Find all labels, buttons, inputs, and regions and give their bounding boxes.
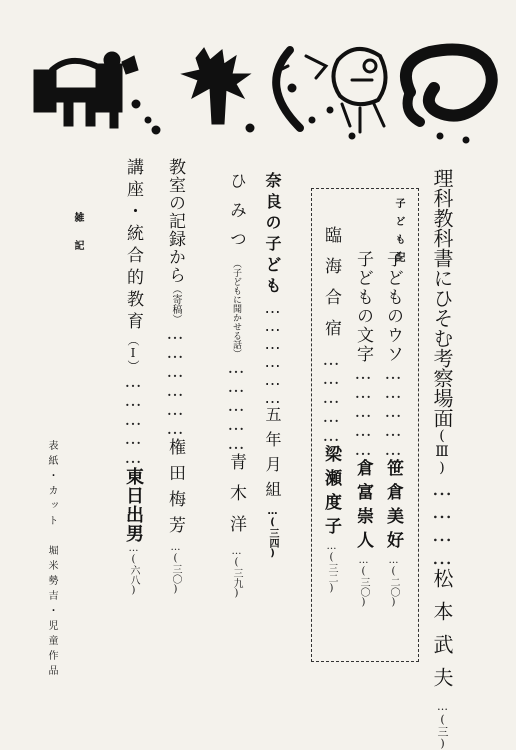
article-6-page: …(三九)	[231, 546, 242, 599]
article-2-author: 笹倉美好	[383, 459, 403, 555]
article-2-leader: ……………	[383, 364, 403, 459]
article-5-page: …(三四)	[267, 506, 278, 559]
article-7	[166, 158, 183, 595]
article-3-page: …(三〇)	[358, 555, 369, 608]
article-4-title: 臨海合宿	[321, 226, 341, 350]
article-1-leader: …………	[430, 476, 454, 568]
article-4-author: 梁瀬度子	[321, 445, 341, 541]
article-8-page: …(六八)	[128, 543, 139, 596]
article-5-title: 奈良の子ども	[263, 172, 282, 298]
article-8-leader: ……………	[123, 372, 143, 467]
misc-label: 雑記	[72, 212, 83, 268]
article-8-author: 東日出男	[123, 467, 144, 543]
article-4-leader: ……………	[321, 350, 341, 445]
article-8-subtitle: （Ⅰ）	[126, 334, 140, 372]
article-3-author: 倉富崇人	[353, 459, 373, 555]
article-1	[432, 168, 452, 750]
article-6-author: 青木洋	[226, 453, 246, 546]
article-6-subtitle: （子どもに聞かせる話）	[231, 259, 241, 358]
article-2-title: 子どものウソ	[383, 250, 403, 364]
article-7-leader: ………………	[165, 324, 185, 438]
article-8	[124, 158, 142, 596]
article-1-author: 松本武夫	[430, 568, 454, 700]
article-1-subtitle: (Ⅲ)	[434, 428, 450, 476]
article-5	[264, 172, 280, 559]
article-5-author: 五年月組	[263, 406, 282, 506]
article-3-title: 子どもの文字	[353, 250, 373, 364]
article-1-title: 理科教科書にひそむ考察場面	[430, 168, 454, 428]
section-label: 子ども記	[393, 198, 404, 270]
article-2-page: …(二〇)	[388, 555, 399, 608]
article-3-leader: ……………	[353, 364, 373, 459]
article-7-title: 教室の記録から	[165, 158, 185, 284]
cover-credit: 表紙・カット 堀米勢吉・児童作品	[46, 440, 57, 680]
article-7-subtitle: （寄稿）	[170, 284, 181, 324]
article-4	[322, 226, 339, 594]
header-illustration	[0, 0, 516, 150]
article-7-author: 権田梅芳	[165, 438, 185, 542]
article-5-leader: ………………	[263, 298, 282, 406]
article-4-page: …(三二)	[326, 541, 337, 594]
article-2	[384, 250, 401, 608]
article-7-page: …(三〇)	[170, 542, 181, 595]
article-3	[354, 250, 371, 608]
article-6-leader: ……………	[226, 358, 246, 453]
article-8-title: 講座・統合的教育	[123, 158, 143, 334]
article-6-title: ひみつ	[226, 172, 246, 259]
article-1-page: …(三)	[436, 700, 449, 750]
article-6	[227, 172, 244, 599]
